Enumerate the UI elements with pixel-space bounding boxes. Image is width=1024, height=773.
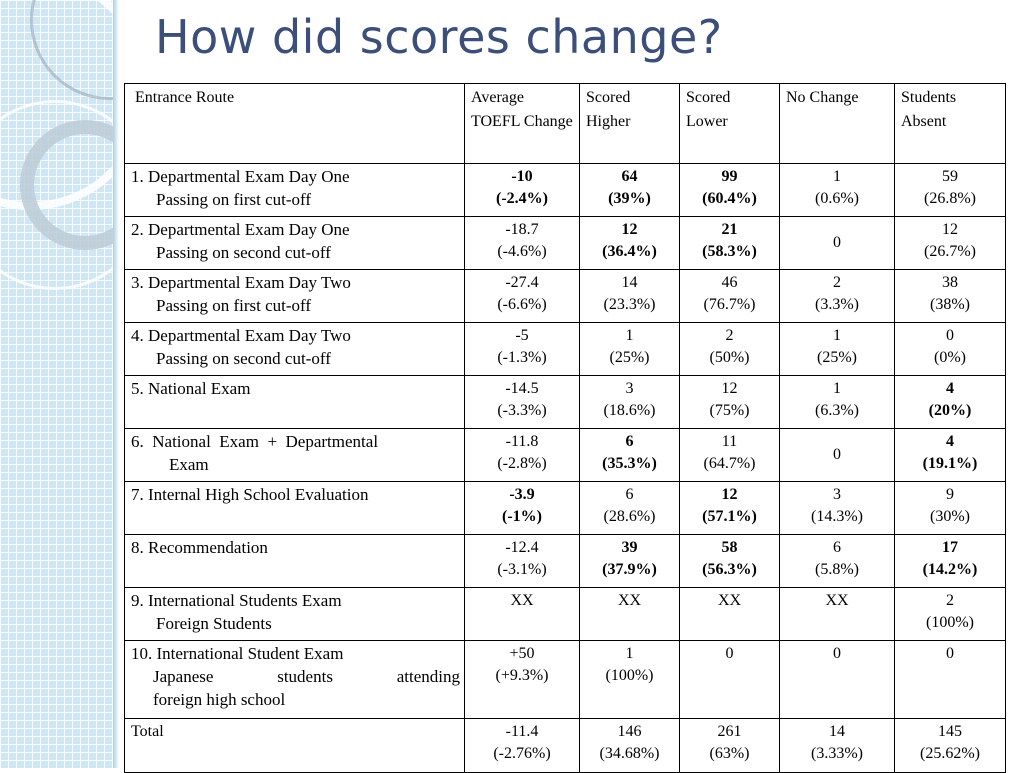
students-absent-cell <box>895 429 1006 482</box>
table-row <box>125 535 1006 588</box>
value: XX <box>510 592 534 609</box>
value: 1 <box>625 327 634 344</box>
students-absent-cell <box>895 719 1006 773</box>
percent: (37.9%) <box>602 561 657 578</box>
students-absent-cell <box>895 535 1006 588</box>
header-scored-higher: Scored Higher <box>580 84 680 164</box>
percent: (19.1%) <box>922 455 978 472</box>
value: 12 <box>621 221 638 238</box>
value: 2 <box>725 327 734 344</box>
decorative-side-panel <box>0 0 113 768</box>
avg-toefl-change-cell <box>465 270 580 323</box>
percent: (-6.6%) <box>497 296 547 313</box>
no-change-cell <box>780 719 895 773</box>
avg-toefl-change-cell <box>465 376 580 429</box>
percent: (-4.6%) <box>497 243 547 260</box>
scored-lower-cell <box>680 217 780 270</box>
percent: (75%) <box>709 402 750 419</box>
route-detail: Passing on second cut-off <box>156 243 331 262</box>
percent: (0.6%) <box>815 190 859 207</box>
value: 9 <box>946 486 954 503</box>
table-row <box>125 323 1006 376</box>
table-row <box>125 641 1006 719</box>
value: 0 <box>946 327 954 344</box>
value: 14 <box>621 274 638 291</box>
header-scored-lower: Scored Lower <box>680 84 780 164</box>
total-label: Total <box>125 719 465 773</box>
percent: (100%) <box>926 614 974 631</box>
header-entrance-route: Entrance Route <box>125 84 465 164</box>
value: 4 <box>946 380 954 397</box>
scored-lower-cell <box>680 535 780 588</box>
value: 0 <box>833 446 841 463</box>
scored-lower-cell <box>680 270 780 323</box>
percent: (34.68%) <box>599 745 660 762</box>
avg-toefl-change-cell <box>465 482 580 535</box>
no-change-cell <box>780 217 895 270</box>
table-row <box>125 164 1006 217</box>
route-name: 5. National Exam <box>131 379 251 398</box>
students-absent-cell <box>895 482 1006 535</box>
value: 21 <box>721 221 738 238</box>
header-no-change: No Change <box>780 84 895 164</box>
students-absent-cell <box>895 376 1006 429</box>
percent: (35.3%) <box>602 455 657 472</box>
percent: (76.7%) <box>703 296 756 313</box>
route-cell <box>125 270 465 323</box>
percent: (5.8%) <box>815 561 859 578</box>
percent: (20%) <box>928 402 972 419</box>
value: 1 <box>833 380 841 397</box>
header-students-absent: Students Absent <box>895 84 1006 164</box>
value: 14 <box>829 723 845 740</box>
avg-toefl-change-cell <box>465 641 580 719</box>
value: -11.8 <box>505 433 539 450</box>
side-panel-edge <box>113 0 119 768</box>
percent: (63%) <box>709 745 750 762</box>
scored-higher-cell <box>580 429 680 482</box>
scored-lower-cell <box>680 164 780 217</box>
route-cell <box>125 217 465 270</box>
students-absent-cell <box>895 323 1006 376</box>
scores-table <box>124 83 1006 773</box>
percent: (25.62%) <box>920 745 980 762</box>
table-row <box>125 588 1006 641</box>
percent: (25%) <box>817 349 857 366</box>
scored-higher-cell <box>580 482 680 535</box>
percent: (-1%) <box>502 508 542 525</box>
percent: (6.3%) <box>815 402 859 419</box>
value: -14.5 <box>505 380 539 397</box>
no-change-cell <box>780 376 895 429</box>
scored-higher-cell <box>580 641 680 719</box>
no-change-cell <box>780 270 895 323</box>
route-cell <box>125 376 465 429</box>
value: 3 <box>833 486 841 503</box>
percent: (38%) <box>930 296 970 313</box>
no-change-cell <box>780 535 895 588</box>
route-name: 6. National Exam + Departmental <box>131 432 379 451</box>
value: -10 <box>511 168 533 185</box>
no-change-cell <box>780 641 895 719</box>
percent: (58.3%) <box>702 243 757 260</box>
value: XX <box>825 592 849 609</box>
route-cell <box>125 588 465 641</box>
route-name: 8. Recommendation <box>131 538 268 557</box>
value: 1 <box>833 168 841 185</box>
scored-higher-cell <box>580 270 680 323</box>
total-row <box>125 719 1006 773</box>
value: 3 <box>625 380 634 397</box>
route-detail: Japanese students attending <box>153 667 460 686</box>
table-row <box>125 376 1006 429</box>
route-cell <box>125 641 465 719</box>
scored-higher-cell <box>580 217 680 270</box>
route-name: 4. Departmental Exam Day Two <box>131 326 351 345</box>
value: -18.7 <box>505 221 539 238</box>
value: 1 <box>625 645 634 662</box>
route-detail: Passing on second cut-off <box>156 349 331 368</box>
avg-toefl-change-cell <box>465 164 580 217</box>
percent: (50%) <box>709 349 750 366</box>
scored-higher-cell <box>580 164 680 217</box>
value: 64 <box>621 168 638 185</box>
route-cell <box>125 429 465 482</box>
value: +50 <box>509 645 535 662</box>
percent: (-2.76%) <box>493 745 551 762</box>
no-change-cell <box>780 429 895 482</box>
value: 145 <box>938 723 962 740</box>
scored-lower-cell <box>680 482 780 535</box>
students-absent-cell <box>895 270 1006 323</box>
table-row <box>125 429 1006 482</box>
value: 6 <box>625 433 634 450</box>
route-name: 2. Departmental Exam Day One <box>131 220 350 239</box>
percent: (28.6%) <box>603 508 656 525</box>
value: XX <box>617 592 642 609</box>
no-change-cell <box>780 588 895 641</box>
students-absent-cell <box>895 164 1006 217</box>
table-row <box>125 270 1006 323</box>
scored-higher-cell <box>580 535 680 588</box>
percent: (14.2%) <box>922 561 978 578</box>
value: 0 <box>946 645 954 662</box>
percent: (26.8%) <box>924 190 976 207</box>
percent: (23.3%) <box>603 296 656 313</box>
no-change-cell <box>780 482 895 535</box>
value: 11 <box>721 433 738 450</box>
percent: (-2.4%) <box>496 190 548 207</box>
route-name: 9. International Students Exam <box>131 591 342 610</box>
percent: (-2.8%) <box>497 455 547 472</box>
percent: (+9.3%) <box>495 667 549 684</box>
scored-lower-cell <box>680 588 780 641</box>
percent: (18.6%) <box>603 402 656 419</box>
percent: (56.3%) <box>702 561 757 578</box>
route-detail: Passing on first cut-off <box>156 296 312 315</box>
scored-higher-cell <box>580 588 680 641</box>
percent: (3.33%) <box>811 745 863 762</box>
value: 2 <box>946 592 954 609</box>
value: XX <box>717 592 742 609</box>
table-row <box>125 482 1006 535</box>
percent: (14.3%) <box>811 508 863 525</box>
value: 4 <box>946 433 954 450</box>
value: 46 <box>721 274 738 291</box>
value: -11.4 <box>505 723 539 740</box>
value: 99 <box>721 168 738 185</box>
value: 39 <box>621 539 638 556</box>
students-absent-cell <box>895 588 1006 641</box>
scored-higher-cell <box>580 323 680 376</box>
percent: (-3.1%) <box>497 561 547 578</box>
header-row <box>125 84 1006 164</box>
scored-higher-cell <box>580 376 680 429</box>
value: -27.4 <box>505 274 539 291</box>
percent: (100%) <box>605 667 654 684</box>
value: -12.4 <box>505 539 539 556</box>
percent: (3.3%) <box>815 296 859 313</box>
value: 0 <box>833 645 841 662</box>
route-detail: Passing on first cut-off <box>156 190 312 209</box>
value: 2 <box>833 274 841 291</box>
value: 58 <box>721 539 738 556</box>
value: 261 <box>717 723 742 740</box>
avg-toefl-change-cell <box>465 719 580 773</box>
scored-lower-cell <box>680 719 780 773</box>
value: 12 <box>721 380 738 397</box>
percent: (60.4%) <box>702 190 757 207</box>
no-change-cell <box>780 323 895 376</box>
value: 17 <box>942 539 958 556</box>
value: -3.9 <box>509 486 535 503</box>
percent: (57.1%) <box>702 508 757 525</box>
scored-lower-cell <box>680 376 780 429</box>
scored-lower-cell <box>680 429 780 482</box>
value: 146 <box>617 723 642 740</box>
route-detail: foreign high school <box>153 690 286 709</box>
percent: (0%) <box>934 349 966 366</box>
avg-toefl-change-cell <box>465 429 580 482</box>
percent: (39%) <box>608 190 651 207</box>
value: 59 <box>942 168 958 185</box>
value: 6 <box>625 486 634 503</box>
route-detail: Exam <box>169 455 209 474</box>
avg-toefl-change-cell <box>465 217 580 270</box>
route-cell <box>125 323 465 376</box>
students-absent-cell <box>895 217 1006 270</box>
route-detail: Foreign Students <box>156 614 272 633</box>
value: 12 <box>721 486 738 503</box>
value: 0 <box>725 645 734 662</box>
percent: (30%) <box>930 508 970 525</box>
value: 0 <box>833 234 841 251</box>
no-change-cell <box>780 164 895 217</box>
scored-lower-cell <box>680 641 780 719</box>
value: 12 <box>942 221 958 238</box>
value: 6 <box>833 539 841 556</box>
avg-toefl-change-cell <box>465 588 580 641</box>
percent: (25%) <box>609 349 650 366</box>
header-average-toefl-change: Average TOEFL Change <box>465 84 580 164</box>
percent: (36.4%) <box>602 243 657 260</box>
route-cell <box>125 482 465 535</box>
table-row <box>125 217 1006 270</box>
route-name: 1. Departmental Exam Day One <box>131 167 350 186</box>
students-absent-cell <box>895 641 1006 719</box>
route-name: 10. International Student Exam <box>131 644 344 663</box>
route-cell <box>125 164 465 217</box>
percent: (-1.3%) <box>497 349 547 366</box>
percent: (26.7%) <box>924 243 976 260</box>
percent: (-3.3%) <box>497 402 547 419</box>
percent: (64.7%) <box>703 455 756 472</box>
route-name: 7. Internal High School Evaluation <box>131 485 369 504</box>
avg-toefl-change-cell <box>465 535 580 588</box>
value: -5 <box>515 327 529 344</box>
value: 38 <box>942 274 958 291</box>
value: 1 <box>833 327 841 344</box>
avg-toefl-change-cell <box>465 323 580 376</box>
scored-higher-cell <box>580 719 680 773</box>
route-name: 3. Departmental Exam Day Two <box>131 273 351 292</box>
scored-lower-cell <box>680 323 780 376</box>
route-cell <box>125 535 465 588</box>
slide-title: How did scores change? <box>155 10 723 64</box>
